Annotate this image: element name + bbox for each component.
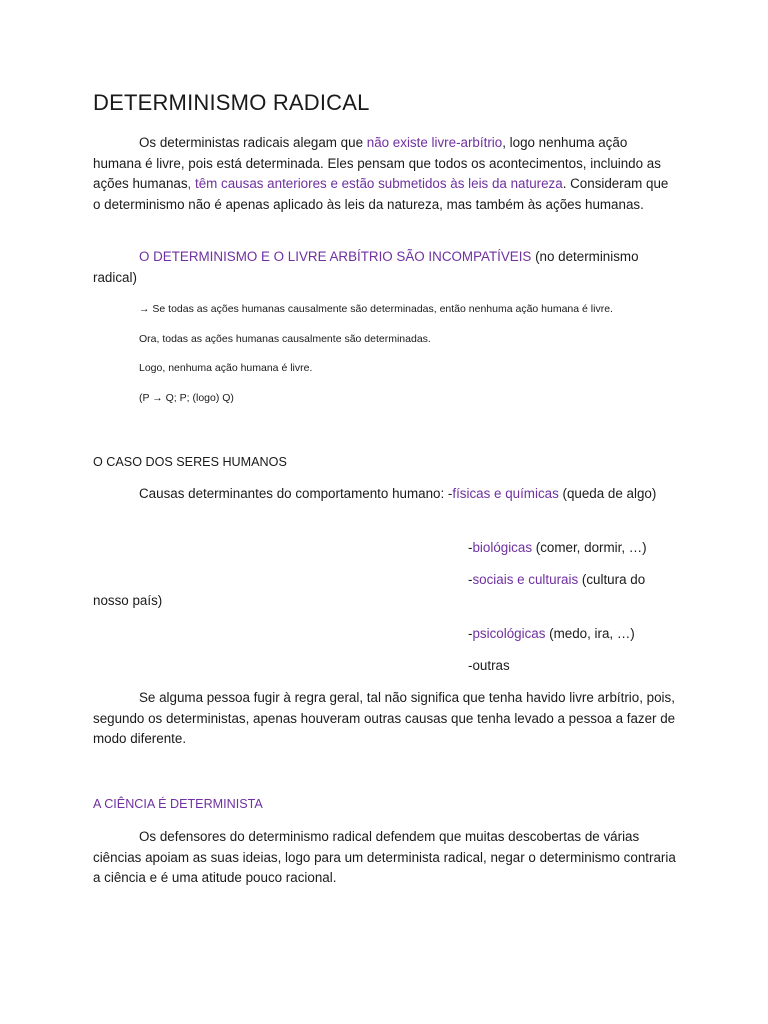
argument-conclusion: Logo, nenhuma ação humana é livre.	[139, 362, 313, 374]
intro-text-3: . Consideram que o determinismo não é apenas aplicado às leis da natureza, mas também às ações humanas.	[93, 176, 669, 212]
causes-intro-paragraph	[93, 484, 678, 505]
cause-detail: (queda de algo)	[558, 486, 657, 501]
science-heading: A CIÊNCIA É DETERMINISTA	[93, 797, 263, 811]
cause-name: outras	[472, 658, 510, 673]
intro-text-1: Os deterministas radicais alegam que	[139, 135, 367, 150]
intro-text-2: , logo nenhuma ação humana é livre, pois está determinada. Eles pensam que todos os acontecimentos, incluindo as ações humanas	[93, 135, 661, 191]
exception-paragraph: Se alguma pessoa fugir à regra geral, tal não significa que tenha havido livre arbítrio, pois, segundo os deterministas, apenas houveram outras causas que tenha levado a pessoa a fazer de modo diferente.	[93, 690, 676, 746]
cause-name: sociais e culturais	[472, 572, 579, 587]
cause-item: -outras	[468, 658, 510, 673]
intro-highlight-2: , têm causas anteriores e estão submetidos às leis da natureza	[187, 176, 563, 191]
argument-premise-1: → Se todas as ações humanas causalmente são determinadas, então nenhuma ação humana é livre.	[139, 303, 613, 315]
cause-item: -biológicas (comer, dormir, …)	[468, 540, 647, 555]
page-title: DETERMINISMO RADICAL	[93, 90, 370, 115]
argument-form: (P → Q; P; (logo) Q)	[139, 392, 234, 404]
incompatibility-text: (no determinismo radical)	[93, 249, 639, 285]
argument-premise-2: Ora, todas as ações humanas causalmente são determinadas.	[139, 333, 431, 345]
cause-name: físicas e químicas	[452, 486, 559, 501]
incompatibility-paragraph	[93, 247, 678, 288]
science-paragraph: Os defensores do determinismo radical defendem que muitas descobertas de várias ciências apoiam as suas ideias, logo para um determinista radical, negar o determinismo contraria a ciência e é uma atitude pouco racional.	[93, 829, 676, 885]
cause-detail: (medo, ira, …)	[545, 626, 635, 641]
incompatibility-highlight: O DETERMINISMO E O LIVRE ARBÍTRIO SÃO INCOMPATÍVEIS	[139, 249, 532, 264]
cause-item: -sociais e culturais (cultura do nosso país)	[93, 572, 646, 608]
intro-highlight-1: não existe livre-arbítrio	[366, 135, 503, 150]
cause-name: psicológicas	[472, 626, 546, 641]
cause-detail: (cultura do nosso país)	[93, 572, 646, 608]
cause-name: biológicas	[472, 540, 533, 555]
human-case-heading: O CASO DOS SERES HUMANOS	[93, 455, 287, 469]
causes-intro-text: Causas determinantes do comportamento humano: -	[139, 486, 453, 501]
cause-detail: (comer, dormir, …)	[532, 540, 647, 555]
cause-item: -psicológicas (medo, ira, …)	[468, 626, 635, 641]
intro-paragraph	[93, 133, 678, 215]
